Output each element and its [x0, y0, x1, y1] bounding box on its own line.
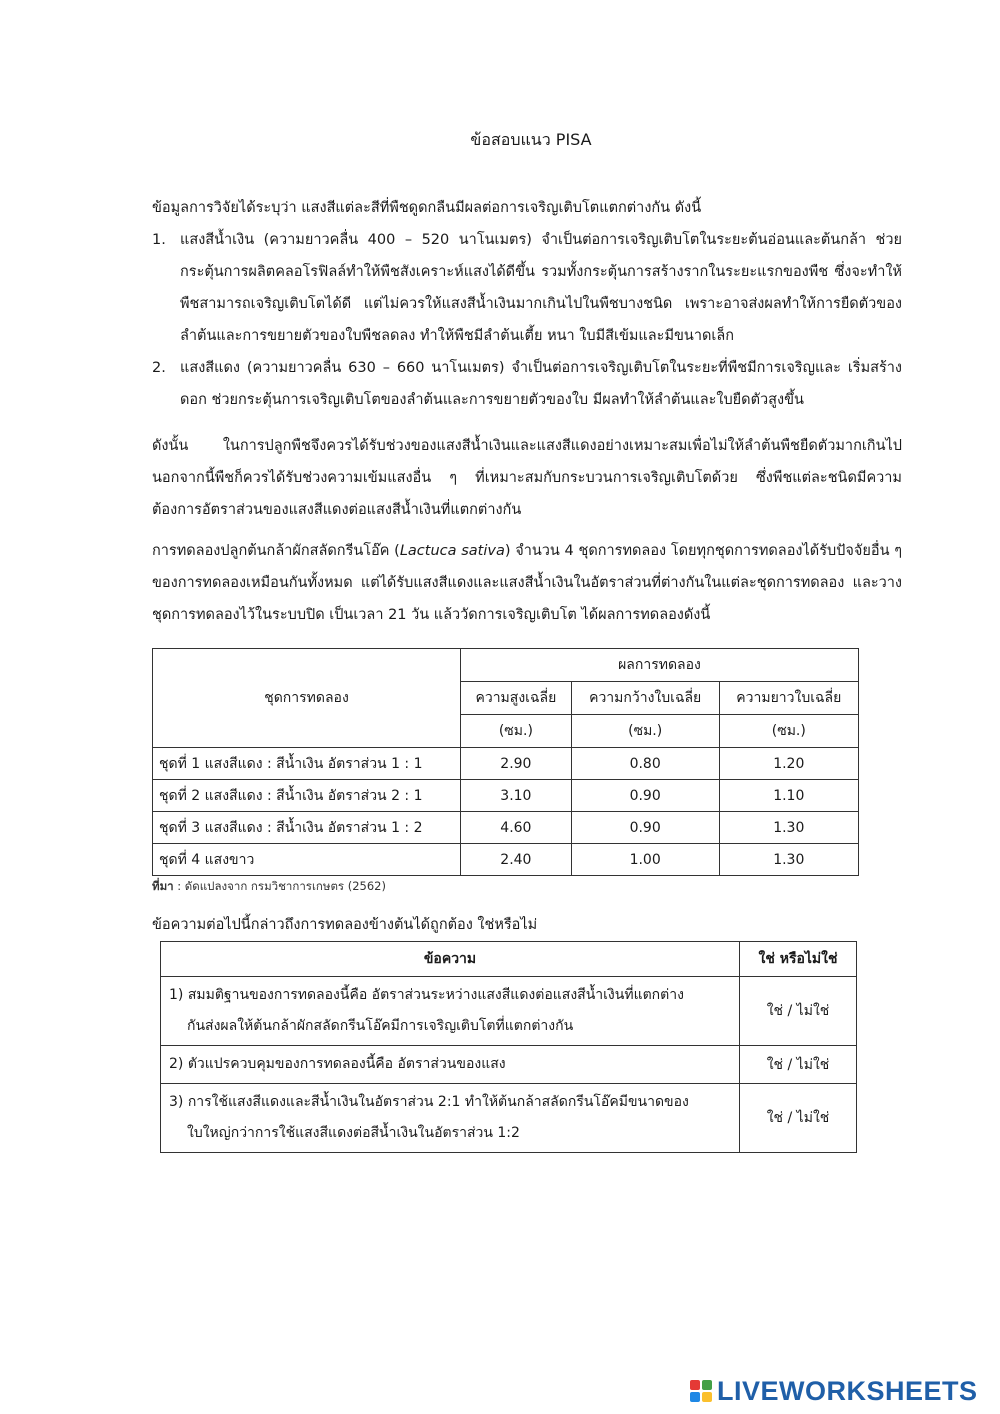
length-cell: 1.10: [719, 780, 858, 812]
statement-cell: [161, 1084, 740, 1153]
experiment-text-after: ) จำนวน 4 ชุดการทดลอง โดยทุกชุดการทดลองได้รับปัจจัยอื่น ๆ ของการทดลองเหมือนกันทั้งหมด แต่ได้รับแสงสีแดงและแสงสีน้ำเงินในอัตราส่วนที่ต่างกันในแต่ละชุดการทดลอง และวางชุดการทดลองไว้ในระบบปิด เป็นเวลา 21 วัน แล้ววัดการเจริญเติบโต ได้ผลการทดลองดังนี้: [152, 543, 902, 623]
logo-tile: [690, 1380, 700, 1390]
statement-line: 3) การใช้แสงสีแดงและสีน้ำเงินในอัตราส่วน 2:1 ทำให้ต้นกล้าสลัดกรีนโอ๊คมีขนาดของ: [169, 1094, 689, 1110]
list-item-number: 1.: [152, 232, 166, 248]
source-note: [152, 878, 386, 896]
logo-text: LIVEWORKSHEETS: [717, 1375, 978, 1406]
column-unit: (ซม.): [571, 715, 719, 748]
table-row: [153, 844, 859, 876]
height-cell: 4.60: [461, 812, 572, 844]
height-cell: 3.10: [461, 780, 572, 812]
statement-header: ข้อความ: [161, 942, 740, 977]
intro-paragraph: ข้อมูลการวิจัยได้ระบุว่า แสงสีแต่ละสีที่พืชดูดกลืนมีผลต่อการเจริญเติบโตแตกต่างกัน ดังนี้: [152, 200, 702, 216]
set-cell: ชุดที่ 4 แสงขาว: [153, 844, 461, 876]
list-item-text: แสงสีน้ำเงิน (ความยาวคลื่น 400 – 520 นาโนเมตร) จำเป็นต่อการเจริญเติบโตในระยะต้นอ่อนและต้นกล้า ช่วยกระตุ้นการผลิตคลอโรฟิลล์ทำให้พืชสังเคราะห์แสงได้ดีขึ้น รวมทั้งกระตุ้นการสร้างรากในระยะแรกของพืช ซึ่งจะทำให้พืชสามารถเจริญเติบโตได้ดี แต่ไม่ควรให้แสงสีน้ำเงินมากเกินไปในพืชบางชนิด เพราะอาจส่งผลทำให้การยืดตัวของลำต้นและการขยายตัวของใบพืชลดลง ทำให้พืชมีลำต้นเตี้ย หนา ใบมีสีเข้มและมีขนาดเล็ก: [180, 232, 902, 344]
statement-line: 2) ตัวแปรควบคุมของการทดลองนี้คือ อัตราส่วนของแสง: [169, 1056, 506, 1072]
column-header-width: ความกว้างใบเฉลี่ย: [571, 682, 719, 715]
list-item: [152, 352, 902, 416]
liveworksheets-logo: [690, 1376, 978, 1406]
answer-header: ใช่ หรือไม่ใช่: [740, 942, 857, 977]
table-row: [153, 780, 859, 812]
statement-cell: [161, 977, 740, 1046]
width-cell: 0.90: [571, 780, 719, 812]
statements-table: [160, 941, 857, 1153]
width-cell: 0.90: [571, 812, 719, 844]
conclusion-paragraph: ดังนั้น ในการปลูกพืชจึงควรได้รับช่วงของแสงสีน้ำเงินและแสงสีแดงอย่างเหมาะสมเพื่อไม่ให้ลำต้นพืชยืดตัวมากเกินไป นอกจากนี้พืชก็ควรได้รับช่วงความเข้มแสงอื่น ๆ ที่เหมาะสมกับกระบวนการเจริญเติบโตด้วย ซึ่งพืชแต่ละชนิดมีความต้องการอัตราส่วนของแสงสีแดงต่อแสงสีน้ำเงินที่แตกต่างกัน: [152, 438, 902, 518]
statement-cell: [161, 1046, 740, 1084]
length-cell: 1.30: [719, 844, 858, 876]
list-item-text: แสงสีแดง (ความยาวคลื่น 630 – 660 นาโนเมตร) จำเป็นต่อการเจริญเติบโตในระยะที่พืชมีการเจริญและ เริ่มสร้างดอก ช่วยกระตุ้นการเจริญเติบโตของลำต้นและการขยายตัวของใบ มีผลทำให้ลำต้นและใบยืดตัวสูงขึ้น: [180, 360, 902, 408]
height-cell: 2.90: [461, 748, 572, 780]
set-cell: ชุดที่ 1 แสงสีแดง : สีน้ำเงิน อัตราส่วน 1 : 1: [153, 748, 461, 780]
page-title: ข้อสอบแนว PISA: [470, 130, 592, 149]
result-header: ผลการทดลอง: [461, 649, 859, 682]
column-header-length: ความยาวใบเฉลี่ย: [719, 682, 858, 715]
length-cell: 1.30: [719, 812, 858, 844]
logo-tile: [702, 1392, 712, 1402]
question-intro: ข้อความต่อไปนี้กล่าวถึงการทดลองข้างต้นได้ถูกต้อง ใช่หรือไม่: [152, 917, 538, 933]
answer-choice[interactable]: ใช่ / ไม่ใช่: [740, 1084, 857, 1153]
width-cell: 0.80: [571, 748, 719, 780]
table-row: [153, 812, 859, 844]
experiment-text-before: การทดลองปลูกต้นกล้าผักสลัดกรีนโอ๊ค (: [152, 543, 400, 559]
species-name: Lactuca sativa: [399, 543, 505, 559]
width-cell: 1.00: [571, 844, 719, 876]
set-header: ชุดการทดลอง: [153, 649, 461, 748]
statement-line: 1) สมมติฐานของการทดลองนี้คือ อัตราส่วนระหว่างแสงสีแดงต่อแสงสีน้ำเงินที่แตกต่าง: [169, 987, 684, 1003]
source-text: : ดัดแปลงจาก กรมวิชาการเกษตร (2562): [177, 879, 386, 893]
statement-row: [161, 1084, 857, 1153]
answer-choice[interactable]: ใช่ / ไม่ใช่: [740, 1046, 857, 1084]
column-unit: (ซม.): [719, 715, 858, 748]
source-label: ที่มา: [152, 879, 174, 893]
table-row: [153, 748, 859, 780]
statement-row: [161, 977, 857, 1046]
logo-tile: [702, 1380, 712, 1390]
light-effects-list: [152, 224, 902, 416]
logo-tile: [690, 1392, 700, 1402]
column-header-height: ความสูงเฉลี่ย: [461, 682, 572, 715]
experiment-paragraph: [152, 535, 902, 631]
statement-row: [161, 1046, 857, 1084]
height-cell: 2.40: [461, 844, 572, 876]
set-cell: ชุดที่ 2 แสงสีแดง : สีน้ำเงิน อัตราส่วน 2 : 1: [153, 780, 461, 812]
column-unit: (ซม.): [461, 715, 572, 748]
statement-line: ใบใหญ่กว่าการใช้แสงสีแดงต่อสีน้ำเงินในอัตราส่วน 1:2: [187, 1125, 520, 1141]
list-item: [152, 224, 902, 352]
length-cell: 1.20: [719, 748, 858, 780]
list-item-number: 2.: [152, 360, 166, 376]
statement-line: กันส่งผลให้ต้นกล้าผักสลัดกรีนโอ๊คมีการเจริญเติบโตที่แตกต่างกัน: [187, 1018, 574, 1034]
logo-mark-icon: [690, 1380, 712, 1402]
results-table: [152, 648, 859, 876]
answer-choice[interactable]: ใช่ / ไม่ใช่: [740, 977, 857, 1046]
set-cell: ชุดที่ 3 แสงสีแดง : สีน้ำเงิน อัตราส่วน 1 : 2: [153, 812, 461, 844]
